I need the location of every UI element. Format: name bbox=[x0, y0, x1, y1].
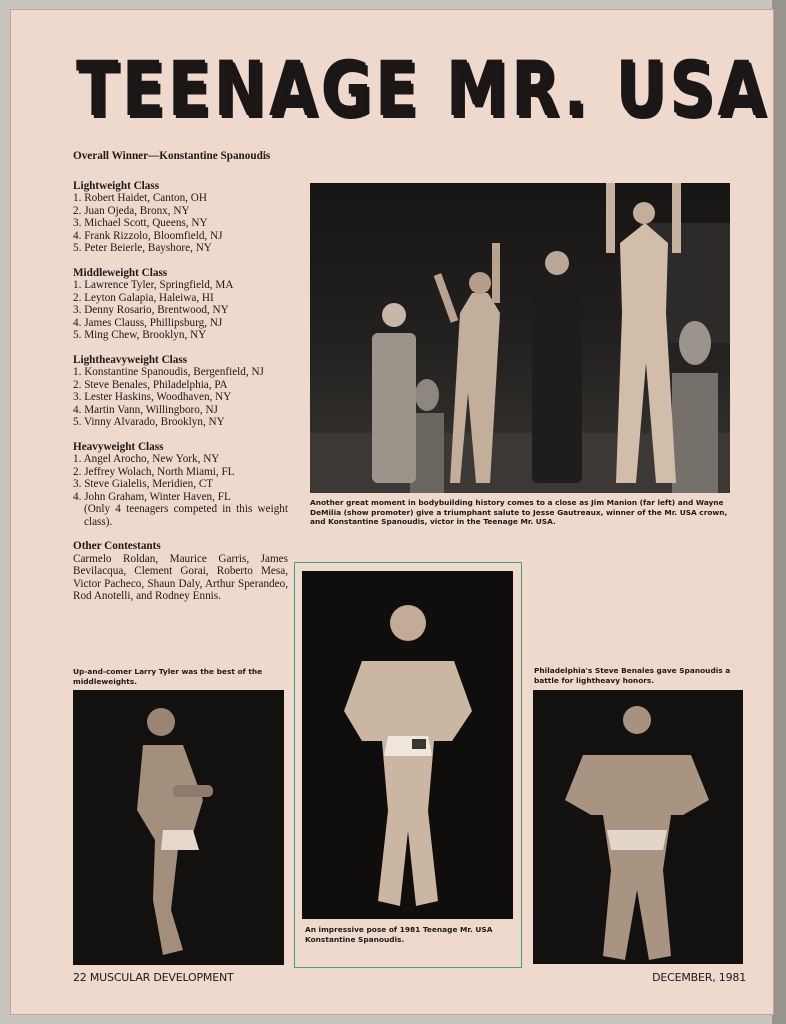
list-item: 4. Frank Rizzolo, Bloomfield, NJ bbox=[73, 229, 223, 242]
page-title: TEENAGE MR. USA bbox=[76, 44, 769, 133]
class-heading: Middleweight Class bbox=[73, 266, 168, 279]
list-item: 3. Lester Haskins, Woodhaven, NY bbox=[73, 391, 232, 403]
list-item: 5. Vinny Alvarado, Brooklyn, NY bbox=[73, 416, 225, 428]
caption-center-photo: An impressive pose of 1981 Teenage Mr. USA Konstantine Spanoudis. bbox=[305, 925, 493, 944]
footer-left: 22 MUSCULAR DEVELOPMENT bbox=[73, 971, 234, 984]
class-heading: Heavyweight Class bbox=[73, 440, 164, 453]
list-item: 1. Angel Arocho, New York, NY bbox=[73, 453, 220, 465]
podium-scene-illustration bbox=[310, 183, 730, 493]
class-results-list bbox=[73, 279, 288, 342]
list-item: 5. Peter Beierle, Bayshore, NY bbox=[73, 242, 212, 254]
list-item: 2. Leyton Galapia, Haleiwa, HI bbox=[73, 291, 214, 304]
class-results-list bbox=[73, 453, 288, 503]
overall-winner: Overall Winner—Konstantine Spanoudis bbox=[73, 150, 271, 162]
side-pose-illustration bbox=[73, 690, 284, 965]
other-contestants-text: Carmelo Roldan, Maurice Garris, James Bevilacqua, Clement Gorai, Roberto Mesa, Victor Pacheco, Shaun Daly, Arthur Sperandeo, Rod Anotelli, and Rodney Ennis. bbox=[73, 552, 288, 602]
list-item: 3. Steve Gialelis, Meridien, CT bbox=[73, 478, 214, 490]
list-item: 1. Robert Haidet, Canton, OH bbox=[73, 192, 207, 204]
heavyweight-note: (Only 4 teenagers competed in this weight class). bbox=[84, 503, 288, 528]
class-block-heavyweight bbox=[73, 441, 288, 529]
list-item: 4. James Clauss, Phillipsburg, NJ bbox=[73, 316, 223, 329]
page-edge-shadow bbox=[772, 0, 786, 1024]
podium-photo bbox=[310, 183, 730, 493]
front-pose-illustration bbox=[533, 690, 743, 964]
caption-top-photo: Another great moment in bodybuilding history comes to a close as Jim Manion (far left) and Wayne DeMilia (show promoter) give a triumphant salute to Jesse Gautreaux, winner of the Mr. USA crown, and Konstantine Spanoudis, victor in the Teenage Mr. USA. bbox=[310, 498, 728, 526]
class-block-lightweight bbox=[73, 180, 288, 255]
list-item: 3. Michael Scott, Queens, NY bbox=[73, 217, 208, 229]
class-block-middleweight bbox=[73, 267, 288, 342]
list-item: 4. Martin Vann, Willingboro, NJ bbox=[73, 403, 218, 416]
other-contestants-heading: Other Contestants bbox=[73, 540, 161, 552]
list-item: 3. Denny Rosario, Brentwood, NY bbox=[73, 304, 229, 316]
footer-right: DECEMBER, 1981 bbox=[652, 971, 746, 984]
class-heading: Lightheavyweight Class bbox=[73, 353, 188, 366]
spanoudis-photo bbox=[302, 571, 513, 919]
results-column bbox=[73, 150, 288, 615]
caption-left-photo: Up-and-comer Larry Tyler was the best of the middleweights. bbox=[73, 667, 263, 686]
caption-right-photo: Philadelphia's Steve Benales gave Spanoudis a battle for lightheavy honors. bbox=[534, 666, 731, 685]
list-item: 2. Steve Benales, Philadelphia, PA bbox=[73, 378, 228, 391]
class-heading: Lightweight Class bbox=[73, 179, 160, 192]
list-item: 1. Lawrence Tyler, Springfield, MA bbox=[73, 279, 234, 291]
front-lat-pose-illustration bbox=[302, 571, 513, 919]
list-item: 5. Ming Chew, Brooklyn, NY bbox=[73, 329, 207, 341]
larry-tyler-photo bbox=[73, 690, 284, 965]
list-item: 1. Konstantine Spanoudis, Bergenfield, NJ bbox=[73, 366, 264, 378]
class-block-lightheavyweight bbox=[73, 354, 288, 429]
list-item: 2. Juan Ojeda, Bronx, NY bbox=[73, 204, 190, 217]
other-contestants-block bbox=[73, 540, 288, 603]
list-item: 2. Jeffrey Wolach, North Miami, FL bbox=[73, 465, 235, 478]
class-results-list bbox=[73, 366, 288, 429]
steve-benales-photo bbox=[533, 690, 743, 964]
class-results-list bbox=[73, 192, 288, 255]
list-item: 4. John Graham, Winter Haven, FL bbox=[73, 490, 231, 503]
